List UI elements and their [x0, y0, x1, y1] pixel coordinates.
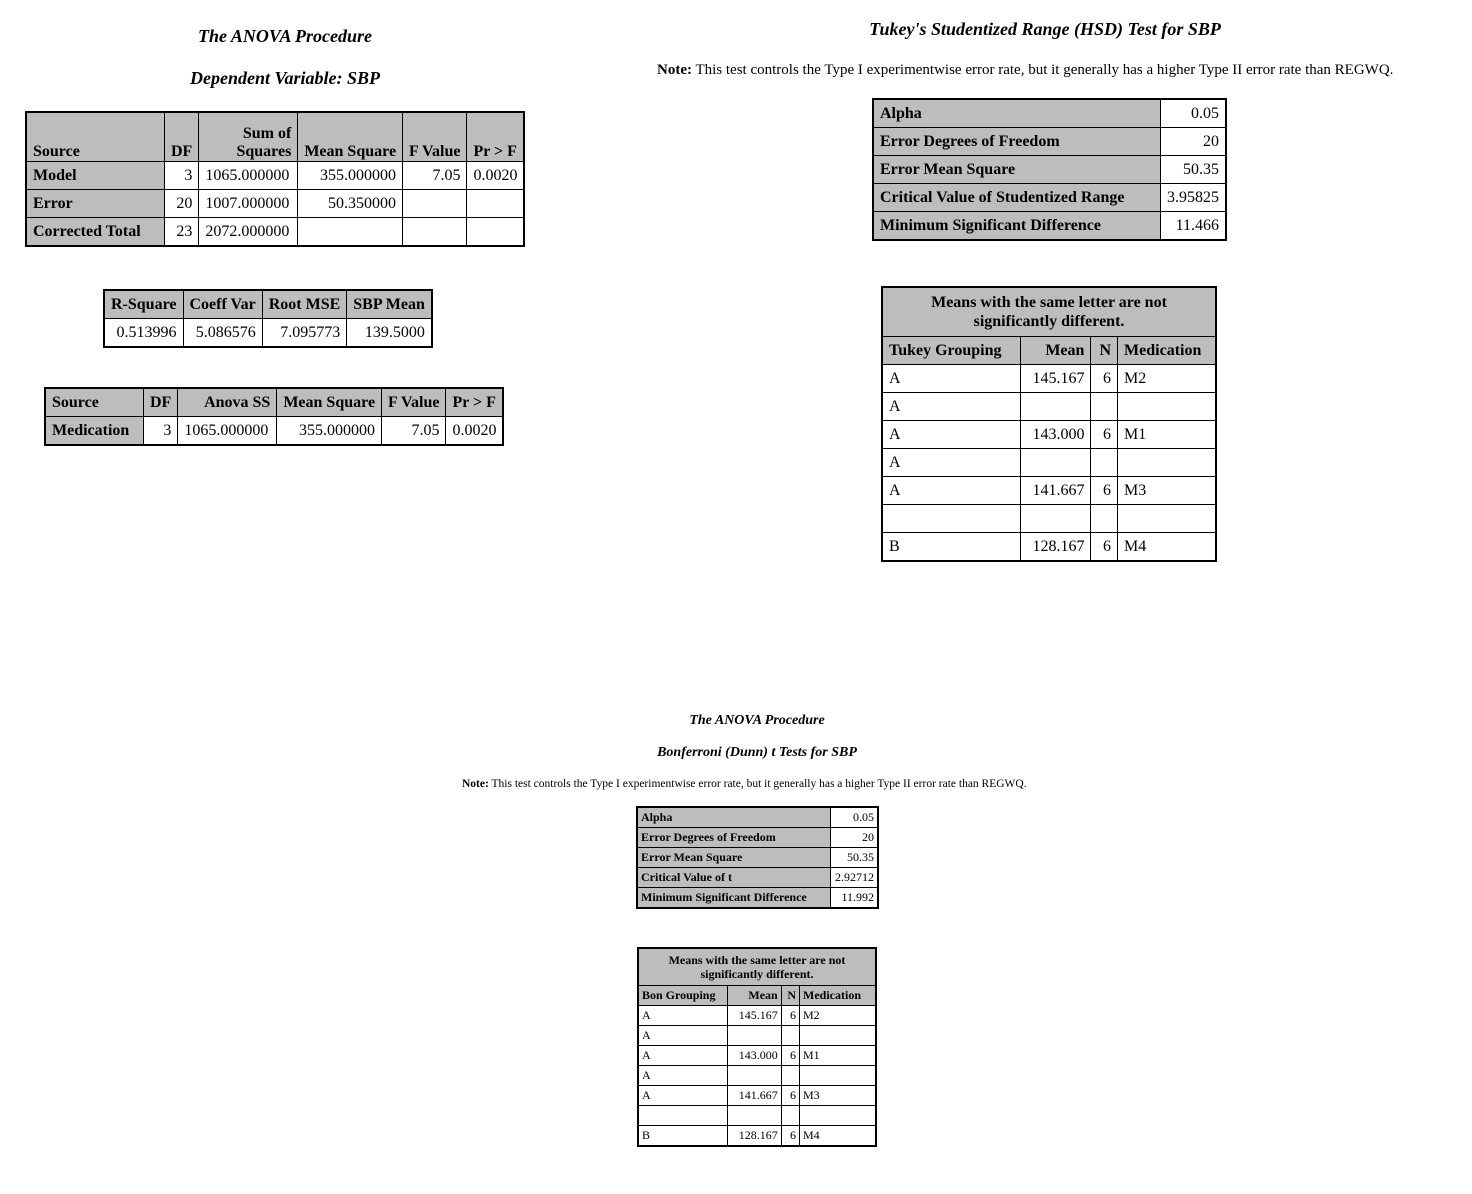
- cell-medication: M3: [800, 1086, 877, 1106]
- col-tukey-grouping: Tukey Grouping: [882, 337, 1021, 365]
- cell-n: 6: [1091, 365, 1118, 393]
- cell-group: A: [882, 449, 1021, 477]
- col-mean: Mean: [728, 986, 782, 1006]
- row-label: Model: [26, 162, 165, 190]
- col-rsquare: R-Square: [104, 290, 183, 319]
- cell-df: 23: [165, 218, 199, 247]
- cell-group: [638, 1106, 728, 1126]
- tukey-note-label: Note:: [657, 62, 692, 78]
- table-row: [26, 162, 524, 190]
- cell-df: 20: [165, 190, 199, 218]
- cell-medication: [800, 1066, 877, 1086]
- cell-n: 6: [781, 1086, 799, 1106]
- table-row: [637, 888, 878, 909]
- table-row: [638, 1086, 876, 1106]
- table-row: [882, 449, 1216, 477]
- info-label: Alpha: [873, 99, 1161, 128]
- bonferroni-note: [462, 778, 1027, 790]
- cell-group: A: [638, 1086, 728, 1106]
- table-row: [638, 1046, 876, 1066]
- info-label: Error Mean Square: [637, 848, 831, 868]
- info-value: 50.35: [831, 848, 879, 868]
- row-label: Error: [26, 190, 165, 218]
- col-coeff-var: Coeff Var: [183, 290, 262, 319]
- table-row: [882, 421, 1216, 449]
- cell-group: A: [882, 393, 1021, 421]
- info-value: 50.35: [1161, 156, 1227, 184]
- cell-group: A: [882, 477, 1021, 505]
- cell-n: 6: [781, 1046, 799, 1066]
- cell-n: [781, 1066, 799, 1086]
- info-label: Error Degrees of Freedom: [637, 828, 831, 848]
- bonferroni-note-label: Note:: [462, 778, 489, 790]
- table-row: [104, 319, 432, 348]
- cell-medication: [1118, 505, 1216, 533]
- table-row: [26, 190, 524, 218]
- cell-f: [403, 190, 467, 218]
- cell-mean: 128.167: [728, 1126, 782, 1147]
- means-caption-line2: significantly different.: [700, 967, 814, 981]
- table-row: [882, 505, 1216, 533]
- col-sbp-mean: SBP Mean: [347, 290, 432, 319]
- table-caption-row: [638, 948, 876, 986]
- means-caption-line1: Means with the same letter are not: [668, 953, 846, 967]
- table-row: [638, 1006, 876, 1026]
- anova-effect-table: [44, 387, 504, 446]
- cell-n: [1091, 393, 1118, 421]
- info-label: Error Degrees of Freedom: [873, 128, 1161, 156]
- cell-group: A: [882, 421, 1021, 449]
- table-caption-row: [882, 287, 1216, 337]
- info-value: 20: [1161, 128, 1227, 156]
- cell-medication: M1: [1118, 421, 1216, 449]
- col-ss: [199, 112, 298, 162]
- col-ms: Mean Square: [277, 388, 382, 417]
- cell-group: A: [638, 1026, 728, 1046]
- info-label: Error Mean Square: [873, 156, 1161, 184]
- cell-ms: 50.350000: [298, 190, 403, 218]
- cell-n: [781, 1026, 799, 1046]
- cell-n: 6: [1091, 421, 1118, 449]
- col-p: Pr > F: [467, 112, 525, 162]
- cell-ss: 1007.000000: [199, 190, 298, 218]
- cell-mean: [728, 1106, 782, 1126]
- cell-mean: [728, 1066, 782, 1086]
- col-mean: Mean: [1021, 337, 1091, 365]
- table-row: [638, 1026, 876, 1046]
- col-f: F Value: [403, 112, 467, 162]
- cell-rsquare: 0.513996: [104, 319, 183, 348]
- col-ss-line1: Sum of: [242, 125, 292, 142]
- col-df: DF: [144, 388, 178, 417]
- table-row: [873, 156, 1226, 184]
- bonferroni-note-text: This test controls the Type I experimentwise error rate, but it generally has a higher Type II error rate than REGWQ.: [491, 778, 1027, 790]
- cell-df: 3: [165, 162, 199, 190]
- means-caption: [882, 287, 1216, 337]
- col-anova-ss: Anova SS: [178, 388, 277, 417]
- cell-p: 0.0020: [446, 417, 504, 446]
- table-row: [638, 1066, 876, 1086]
- table-header-row: [882, 337, 1216, 365]
- cell-medication: [800, 1026, 877, 1046]
- table-row: [637, 868, 878, 888]
- tukey-info-table: [872, 98, 1227, 241]
- col-n: N: [1091, 337, 1118, 365]
- table-header-row: [45, 388, 503, 417]
- info-value: 0.05: [831, 807, 879, 828]
- table-row: [873, 184, 1226, 212]
- col-df: DF: [165, 112, 199, 162]
- anova-fit-table: [103, 289, 433, 348]
- cell-n: [1091, 505, 1118, 533]
- col-f: F Value: [382, 388, 446, 417]
- col-source: Source: [45, 388, 144, 417]
- cell-mean: [1021, 449, 1091, 477]
- cell-df: 3: [144, 417, 178, 446]
- cell-ss: 1065.000000: [178, 417, 277, 446]
- cell-mean: 143.000: [1021, 421, 1091, 449]
- cell-mean: [1021, 505, 1091, 533]
- tukey-means-table: [881, 286, 1217, 562]
- table-header-row: [104, 290, 432, 319]
- anova-title: The ANOVA Procedure: [198, 26, 372, 46]
- table-row: [637, 828, 878, 848]
- table-row: [882, 477, 1216, 505]
- col-root-mse: Root MSE: [262, 290, 347, 319]
- table-row: [638, 1106, 876, 1126]
- table-row: [45, 417, 503, 446]
- cell-mean: 145.167: [1021, 365, 1091, 393]
- col-bon-grouping: Bon Grouping: [638, 986, 728, 1006]
- cell-group: [882, 505, 1021, 533]
- cell-medication: [800, 1106, 877, 1126]
- cell-f: 7.05: [403, 162, 467, 190]
- cell-medication: M2: [1118, 365, 1216, 393]
- info-value: 11.466: [1161, 212, 1227, 241]
- cell-ms: 355.000000: [277, 417, 382, 446]
- row-label: Corrected Total: [26, 218, 165, 247]
- cell-p: 0.0020: [467, 162, 525, 190]
- cell-n: [1091, 449, 1118, 477]
- cell-mean: 143.000: [728, 1046, 782, 1066]
- cell-mean: 141.667: [728, 1086, 782, 1106]
- table-row: [26, 218, 524, 247]
- tukey-title: Tukey's Studentized Range (HSD) Test for SBP: [869, 19, 1221, 39]
- col-ss-line2: Squares: [236, 143, 292, 160]
- cell-p: [467, 218, 525, 247]
- bonferroni-title: The ANOVA Procedure: [689, 713, 825, 728]
- cell-medication: M3: [1118, 477, 1216, 505]
- col-medication: Medication: [1118, 337, 1216, 365]
- means-caption: [638, 948, 876, 986]
- info-value: 2.92712: [831, 868, 879, 888]
- means-caption-line2: significantly different.: [973, 313, 1125, 330]
- cell-group: B: [882, 533, 1021, 562]
- table-row: [873, 212, 1226, 241]
- cell-group: A: [638, 1046, 728, 1066]
- bonferroni-subtitle: Bonferroni (Dunn) t Tests for SBP: [657, 745, 857, 760]
- cell-mean: 128.167: [1021, 533, 1091, 562]
- cell-mean: [1021, 393, 1091, 421]
- table-header-row: [26, 112, 524, 162]
- info-label: Minimum Significant Difference: [637, 888, 831, 909]
- cell-n: [781, 1106, 799, 1126]
- col-p: Pr > F: [446, 388, 504, 417]
- info-label: Critical Value of Studentized Range: [873, 184, 1161, 212]
- cell-n: 6: [781, 1126, 799, 1147]
- table-row: [637, 848, 878, 868]
- cell-medication: M1: [800, 1046, 877, 1066]
- info-value: 0.05: [1161, 99, 1227, 128]
- cell-group: A: [882, 365, 1021, 393]
- info-label: Critical Value of t: [637, 868, 831, 888]
- bonferroni-means-table: [637, 947, 877, 1147]
- cell-ms: 355.000000: [298, 162, 403, 190]
- cell-ss: 2072.000000: [199, 218, 298, 247]
- col-source: Source: [26, 112, 165, 162]
- cell-f: 7.05: [382, 417, 446, 446]
- table-row: [882, 365, 1216, 393]
- cell-ms: [298, 218, 403, 247]
- col-medication: Medication: [800, 986, 877, 1006]
- cell-group: A: [638, 1066, 728, 1086]
- cell-root-mse: 7.095773: [262, 319, 347, 348]
- info-label: Minimum Significant Difference: [873, 212, 1161, 241]
- row-label: Medication: [45, 417, 144, 446]
- col-n: N: [781, 986, 799, 1006]
- anova-subtitle: Dependent Variable: SBP: [189, 68, 380, 88]
- col-ms: Mean Square: [298, 112, 403, 162]
- cell-n: 6: [781, 1006, 799, 1026]
- table-row: [873, 99, 1226, 128]
- cell-mean: 141.667: [1021, 477, 1091, 505]
- info-value: 20: [831, 828, 879, 848]
- table-row: [638, 1126, 876, 1147]
- table-row: [882, 393, 1216, 421]
- anova-overall-table: [25, 111, 525, 247]
- table-row: [637, 807, 878, 828]
- cell-p: [467, 190, 525, 218]
- cell-n: 6: [1091, 477, 1118, 505]
- cell-medication: M4: [800, 1126, 877, 1147]
- info-value: 3.95825: [1161, 184, 1227, 212]
- cell-medication: [1118, 393, 1216, 421]
- table-header-row: [638, 986, 876, 1006]
- cell-sbp-mean: 139.5000: [347, 319, 432, 348]
- tukey-note-text: This test controls the Type I experimentwise error rate, but it generally has a higher Type II error rate than REGWQ.: [695, 62, 1394, 78]
- cell-medication: [1118, 449, 1216, 477]
- cell-ss: 1065.000000: [199, 162, 298, 190]
- cell-coeff-var: 5.086576: [183, 319, 262, 348]
- table-row: [882, 533, 1216, 562]
- cell-mean: 145.167: [728, 1006, 782, 1026]
- cell-group: A: [638, 1006, 728, 1026]
- cell-medication: M2: [800, 1006, 877, 1026]
- info-label: Alpha: [637, 807, 831, 828]
- cell-n: 6: [1091, 533, 1118, 562]
- tukey-note: [657, 62, 1393, 79]
- bonferroni-info-table: [636, 806, 879, 909]
- cell-mean: [728, 1026, 782, 1046]
- cell-group: B: [638, 1126, 728, 1147]
- means-caption-line1: Means with the same letter are not: [931, 294, 1167, 311]
- cell-medication: M4: [1118, 533, 1216, 562]
- info-value: 11.992: [831, 888, 879, 909]
- cell-f: [403, 218, 467, 247]
- table-row: [873, 128, 1226, 156]
